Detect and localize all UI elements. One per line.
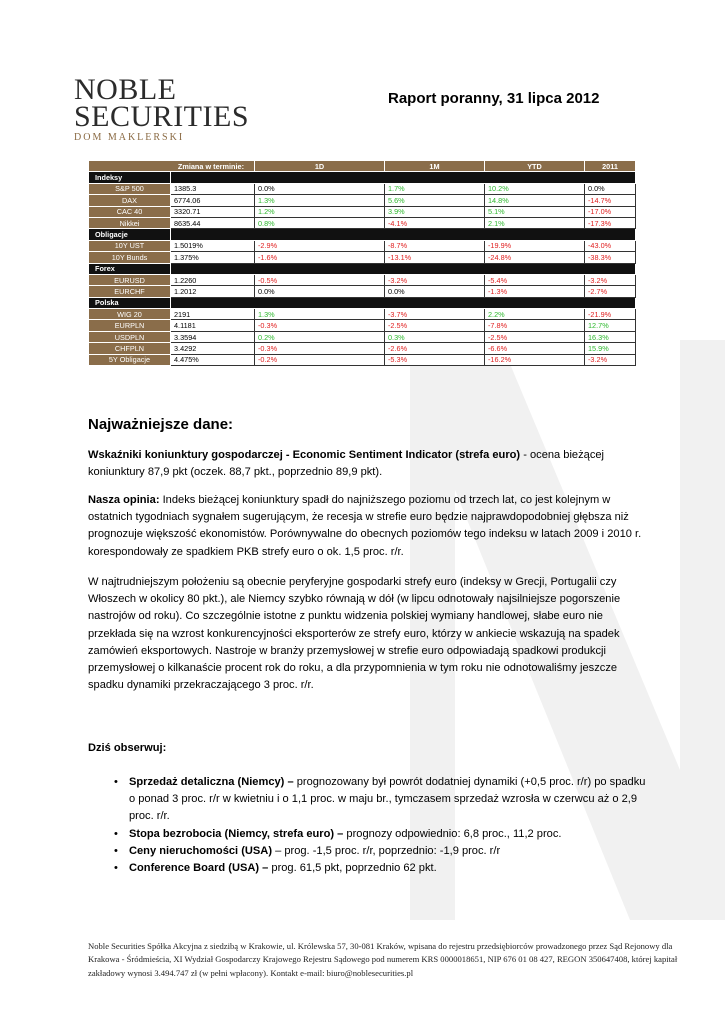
change-m1: -2.6% [385,343,485,354]
change-ytd: -6.6% [485,343,585,354]
row-value: 3.4292 [171,343,255,354]
change-y2011: -43.0% [585,240,636,251]
row-value: 1.2012 [171,286,255,297]
change-y2011: 0.0% [585,183,636,194]
table-section-row [89,172,636,183]
change-d1: 0.0% [255,286,385,297]
row-label: EURCHF [89,286,171,297]
change-m1: 3.9% [385,206,485,217]
change-ytd: 2.2% [485,309,585,320]
row-value: 4.475% [171,354,255,365]
change-ytd: -19.9% [485,240,585,251]
row-value: 1385.3 [171,183,255,194]
header-1d: 1D [255,161,385,172]
row-label: CHFPLN [89,343,171,354]
change-ytd: -7.8% [485,320,585,331]
row-value: 1.375% [171,252,255,263]
row-label: EURUSD [89,274,171,285]
change-m1: 5.6% [385,195,485,206]
bullet-text: – prog. -1,5 proc. r/r, poprzednio: -1,9 proc. r/r [272,844,501,857]
change-ytd: 14.8% [485,195,585,206]
change-y2011: -38.3% [585,252,636,263]
change-m1: -3.2% [385,274,485,285]
header-2011: 2011 [585,161,636,172]
table-row [89,274,636,285]
change-y2011: 12.7% [585,320,636,331]
change-d1: 1.3% [255,309,385,320]
table-row [89,240,636,251]
list-item [114,774,654,826]
change-d1: 1.2% [255,206,385,217]
esi-bold: Wskaźniki koniunktury gospodarczej - Economic Sentiment Indicator (strefa euro) [88,449,521,461]
table-body [89,172,636,366]
row-label: CAC 40 [89,206,171,217]
row-value: 8635.44 [171,217,255,228]
change-y2011: 16.3% [585,331,636,342]
bullet-bold: Stopa bezrobocia (Niemcy, strefa euro) – [129,827,344,840]
change-d1: -0.3% [255,343,385,354]
change-m1: -2.5% [385,320,485,331]
opinion-bold: Nasza opinia: [88,494,160,506]
section-label: Forex [89,263,171,274]
section-fill [171,229,636,240]
row-value: 3.3594 [171,331,255,342]
row-value: 2191 [171,309,255,320]
section-label: Obligacje [89,229,171,240]
row-label: Nikkei [89,217,171,228]
table-row [89,183,636,194]
bullet-bold: Conference Board (USA) – [129,862,269,875]
change-d1: 0.2% [255,331,385,342]
change-d1: -1.6% [255,252,385,263]
table-section-row [89,297,636,308]
section-fill [171,172,636,183]
observe-title: Dziś obserwuj: [88,742,167,754]
change-ytd: 5.1% [485,206,585,217]
header-1m: 1M [385,161,485,172]
list-item [114,860,654,877]
change-m1: 0.3% [385,331,485,342]
section-fill [171,297,636,308]
table-row [89,343,636,354]
row-value: 6774.06 [171,195,255,206]
company-logo [74,73,250,143]
table-row [89,331,636,342]
change-ytd: -1.3% [485,286,585,297]
row-label: 10Y Bunds [89,252,171,263]
bullet-text: prognozy odpowiednio: 6,8 proc., 11,2 proc. [343,827,562,840]
change-y2011: -2.7% [585,286,636,297]
section-title: Najważniejsze dane: [88,416,234,433]
bullet-text: prognozowany był powrót dodatniej dynamiki (+0,5 proc. r/r) po spadku o ponad 3 proc. r/r w kwietniu i o 1,1 proc. w maju br., tymczasem sprzedaż wzrosła w czerwcu aż o 2,9 proc. r/r. [129,776,646,823]
change-m1: -3.7% [385,309,485,320]
list-item [114,843,654,860]
table-row [89,252,636,263]
change-d1: 1.3% [255,195,385,206]
logo-line-2: SECURITIES [74,100,250,133]
change-y2011: -17.3% [585,217,636,228]
row-value: 4.1181 [171,320,255,331]
row-value: 1.2260 [171,274,255,285]
esi-paragraph [88,447,648,481]
change-m1: -5.3% [385,354,485,365]
opinion-paragraph [88,492,648,561]
bullet-bold: Sprzedaż detaliczna (Niemcy) – [129,776,294,788]
table-row [89,195,636,206]
change-d1: -0.3% [255,320,385,331]
change-ytd: -24.8% [485,252,585,263]
change-m1: -8.7% [385,240,485,251]
report-title: Raport poranny, 31 lipca 2012 [388,90,600,107]
row-value: 3320.71 [171,206,255,217]
change-y2011: -14.7% [585,195,636,206]
change-m1: 1.7% [385,183,485,194]
row-label: USDPLN [89,331,171,342]
section-fill [171,263,636,274]
row-label: 5Y Obligacje [89,354,171,365]
change-m1: -13.1% [385,252,485,263]
section-label: Polska [89,297,171,308]
change-ytd: -16.2% [485,354,585,365]
row-label: 10Y UST [89,240,171,251]
row-label: EURPLN [89,320,171,331]
observe-list [114,774,654,877]
logo-subtitle: DOM MAKLERSKI [74,132,185,143]
change-d1: -0.2% [255,354,385,365]
change-m1: 0.0% [385,286,485,297]
table-section-row [89,229,636,240]
bullet-bold: Ceny nieruchomości (USA) [129,844,273,857]
section-label: Indeksy [89,172,171,183]
change-y2011: 15.9% [585,343,636,354]
row-label: WIG 20 [89,309,171,320]
table-section-row [89,263,636,274]
analysis-paragraph: W najtrudniejszym położeniu są obecnie peryferyjne gospodarki strefy euro (indeksy w Grecji, Portugalii czy Włoszech w okolicy 80 pkt.), ale Niemcy szybko równają w dół (w lipcu odnotowały najsilniejsze pogorszenie nastrojów od roku). Co szczególnie istotne z punktu widzenia polskiej wymiany handlowej, słabe euro nie przekłada się na wzrost konkurencyjności eksporterów ze strefy euro, którzy w ankiecie wskazują na spadek zamówień eksportowych. Nastroje w branży przemysłowej w strefie euro odpowiadają spadkowi produkcji przemysłowej o kilkanaście procent rok do roku, a dla przypomnienia w tym roku nie odnotowaliśmy jeszcze spadku dynamiki przekraczającego 3 proc. r/r. [88,576,621,692]
change-d1: 0.0% [255,183,385,194]
table-row [89,217,636,228]
header-term: Zmiana w terminie: [89,161,255,172]
row-label: S&P 500 [89,183,171,194]
table-row [89,206,636,217]
change-ytd: 10.2% [485,183,585,194]
bullet-text: prog. 61,5 pkt, poprzednio 62 pkt. [268,862,437,875]
list-item [114,826,654,843]
change-ytd: -2.5% [485,331,585,342]
market-summary-table [88,160,636,366]
opinion-text: Indeks bieżącej koniunktury spadł do najniższego poziomu od trzech lat, co jest kolejnym w ostatnich tygodniach sygnałem sugerującym, że recesja w strefie euro będzie najprawdopodobniej głębsza niż prognozuje większość ekonomistów. Porównywalne do obecnych poziomów tego indeksu w latach 2009 i 2010 r. korespondowały ze spadkiem PKB strefy euro o ok. 1,5 proc. r/r. [88,494,642,558]
change-y2011: -21.9% [585,309,636,320]
table-header-row [89,161,636,172]
change-d1: -0.5% [255,274,385,285]
table-row [89,286,636,297]
esi-text: - ocena bieżącej koniunktury 87,9 pkt (oczek. 88,7 pkt., poprzednio 89,9 pkt). [88,449,604,479]
change-y2011: -3.2% [585,274,636,285]
row-value: 1.5019% [171,240,255,251]
change-d1: 0.8% [255,217,385,228]
table-row [89,309,636,320]
change-y2011: -17.0% [585,206,636,217]
legal-footer: Noble Securities Spółka Akcyjna z siedzibą w Krakowie, ul. Królewska 57, 30-081 Kraków, wpisana do rejestru przedsiębiorców prowadzonego przez Sąd Rejonowy dla Krakowa - Śródmieścia, XI Wydział Gospodarczy Krajowego Rejestru Sądowego pod numerem KRS 0000018651, NIP 676 01 08 427, REGON 350647408, której kapitał zakładowy wynosi 3.494.747 zł (w pełni wpłacony). Kontakt e-mail: biuro@noblesecurities.pl [88,941,678,978]
change-ytd: -5.4% [485,274,585,285]
row-label: DAX [89,195,171,206]
table-row [89,354,636,365]
header-ytd: YTD [485,161,585,172]
change-y2011: -3.2% [585,354,636,365]
change-d1: -2.9% [255,240,385,251]
change-ytd: 2.1% [485,217,585,228]
change-m1: -4.1% [385,217,485,228]
logo-line-1: NOBLE [74,73,177,106]
table-row [89,320,636,331]
